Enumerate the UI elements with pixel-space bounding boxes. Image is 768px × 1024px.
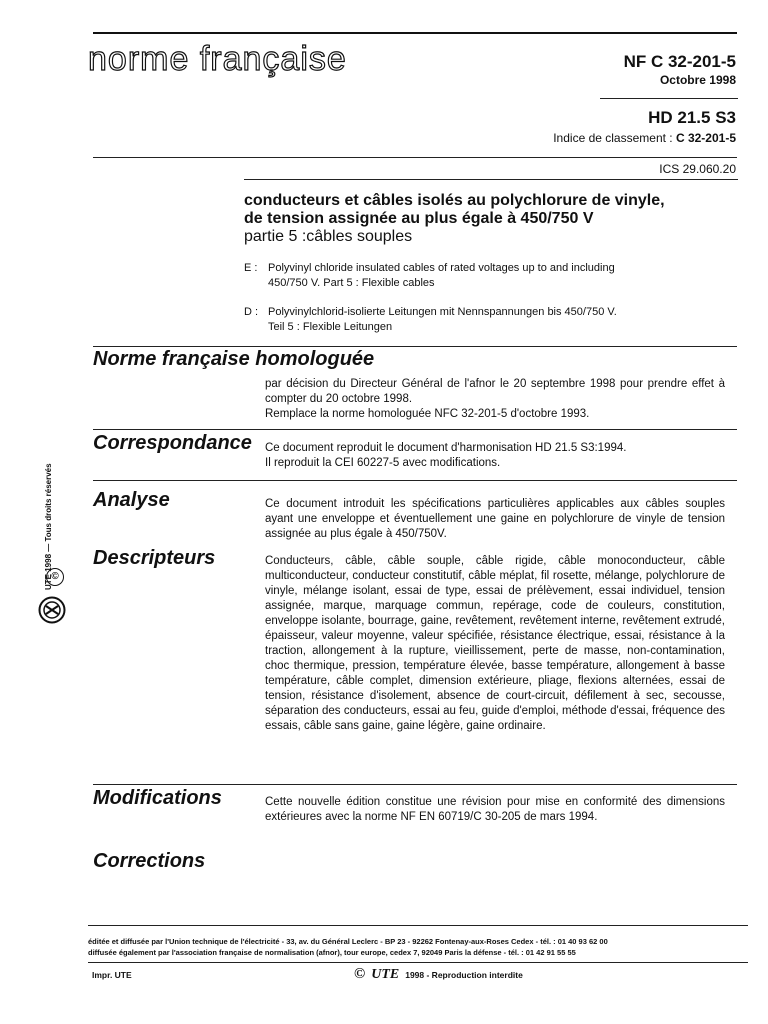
translation-line: Teil 5 : Flexible Leitungen	[268, 321, 393, 333]
copyright-icon: ©	[354, 966, 366, 982]
translation-key: E :	[244, 262, 258, 274]
translation-line: 450/750 V. Part 5 : Flexible cables	[268, 277, 435, 289]
homologuee-text	[265, 377, 725, 422]
norm-reference: NF C 32-201-5	[623, 52, 736, 71]
heading-analyse: Analyse	[93, 489, 170, 511]
footer-line-2: diffusée également par l'association française de normalisation (afnor), tour europe, cedex 7, 92049 Paris la défense - tél. : 01 42 91 55 55	[88, 948, 576, 957]
heading-correspondance: Correspondance	[93, 432, 252, 454]
copyright-circle-icon: ©	[46, 568, 64, 586]
ute-seal-icon	[38, 596, 66, 624]
printer-label: Impr. UTE	[92, 970, 132, 980]
copyright-text: 1998 - Reproduction interdite	[405, 969, 523, 980]
header-rule-3	[244, 179, 738, 180]
title-line-1: conducteurs et câbles isolés au polychlorure de vinyle,	[244, 192, 665, 209]
descripteurs-text	[265, 554, 725, 734]
title-line-3: partie 5 :câbles souples	[244, 228, 413, 245]
section-rule	[93, 784, 737, 785]
heading-modifications: Modifications	[93, 787, 222, 809]
correspondance-text	[265, 441, 725, 471]
modifications-text	[265, 795, 725, 825]
indice-value: C 32-201-5	[675, 131, 736, 145]
analyse-text	[265, 497, 725, 542]
header-rule-2	[93, 157, 737, 158]
descripteurs-p: Conducteurs, câble, câble souple, câble rigide, câble monoconducteur, câble multiconducteur, conducteur constitutif, câble méplat, fil rosette, mélange, polychlorure de vinyle, mélange isolant, essai de type, essai de prélèvement, essai individuel, tension assignée, marque, marquage commun, repérage, code de couleurs, constitution, enveloppe isolante, bourrage, gaine, revêtement, revêtement interne, revêtement extrudé, épaisseur, valeur moyenne, valeur spécifiée, résistance électrique, essai, résistance à la traction, allongement à la rupture, vieillissement, perte de masse, non-contamination, choc thermique, pression, température élevée, basse température, allongement à basse température, câble complet, dimension extérieure, pliage, flexions alternées, essai de tension, résistance d'isolement, absence de court-circuit, défilement à sec, secousse, séparation des conducteurs, essai au feu, guide d'emploi, méthode d'essai, fréquence des essais, câble sans gaine, gaine légère, gaine ordinaire.	[265, 555, 725, 732]
translation-line: Polyvinyl chloride insulated cables of rated voltages up to and including	[268, 262, 615, 274]
title-line-2: de tension assignée au plus égale à 450/750 V	[244, 210, 594, 227]
heading-corrections: Corrections	[93, 850, 206, 872]
top-rule	[93, 32, 737, 34]
homologuee-p2: Remplace la norme homologuée NFC 32-201-5 d'octobre 1993.	[265, 408, 590, 420]
footer-rule-bottom	[88, 962, 748, 963]
document-title	[244, 192, 734, 246]
translation-german	[244, 305, 714, 335]
hd-reference: HD 21.5 S3	[648, 108, 736, 127]
indice-classement	[553, 131, 736, 145]
footer-rule-top	[88, 925, 748, 926]
header-rule-1	[600, 98, 738, 99]
copyright-line	[354, 966, 523, 983]
ute-logo: UTE	[371, 966, 400, 982]
footer-line-1: éditée et diffusée par l'Union technique de l'électricité - 33, av. du Général Leclerc - BP 23 - 92262 Fontenay-aux-Roses Cedex - tél. : 01 40 93 62 00	[88, 937, 608, 946]
correspondance-p1: Ce document reproduit le document d'harmonisation HD 21.5 S3:1994.	[265, 442, 627, 454]
heading-homologuee: Norme française homologuée	[93, 348, 375, 370]
ics-code: ICS 29.060.20	[659, 162, 736, 176]
homologuee-p1: par décision du Directeur Général de l'afnor le 20 septembre 1998 pour prendre effet à compter du 20 octobre 1998.	[265, 378, 725, 405]
translation-english	[244, 261, 714, 291]
norme-francaise-logo: norme française	[88, 40, 347, 78]
section-rule	[93, 429, 737, 430]
analyse-p: Ce document introduit les spécifications particulières applicables aux câbles souples ayant une enveloppe et éventuellement une gaine en polychlorure de vinyle de tension assignée au plus égale à 450/750V.	[265, 498, 725, 540]
section-rule	[93, 346, 737, 347]
correspondance-p2: Il reproduit la CEI 60227-5 avec modifications.	[265, 457, 501, 469]
modifications-p: Cette nouvelle édition constitue une révision pour mise en conformité des dimensions extérieures avec la norme NF EN 60719/C 30-205 de mars 1994.	[265, 796, 725, 823]
side-vertical-text: UTE 1998 — Tous droits réservés	[44, 463, 53, 590]
section-rule	[93, 480, 737, 481]
heading-descripteurs: Descripteurs	[93, 547, 216, 569]
translation-line: Polyvinylchlorid-isolierte Leitungen mit Nennspannungen bis 450/750 V.	[268, 306, 617, 318]
copyright-side-stamp	[20, 410, 90, 640]
footer-publisher	[88, 936, 748, 958]
norm-date: Octobre 1998	[659, 73, 736, 87]
indice-label: Indice de classement :	[553, 131, 676, 145]
translation-key: D :	[244, 306, 259, 318]
